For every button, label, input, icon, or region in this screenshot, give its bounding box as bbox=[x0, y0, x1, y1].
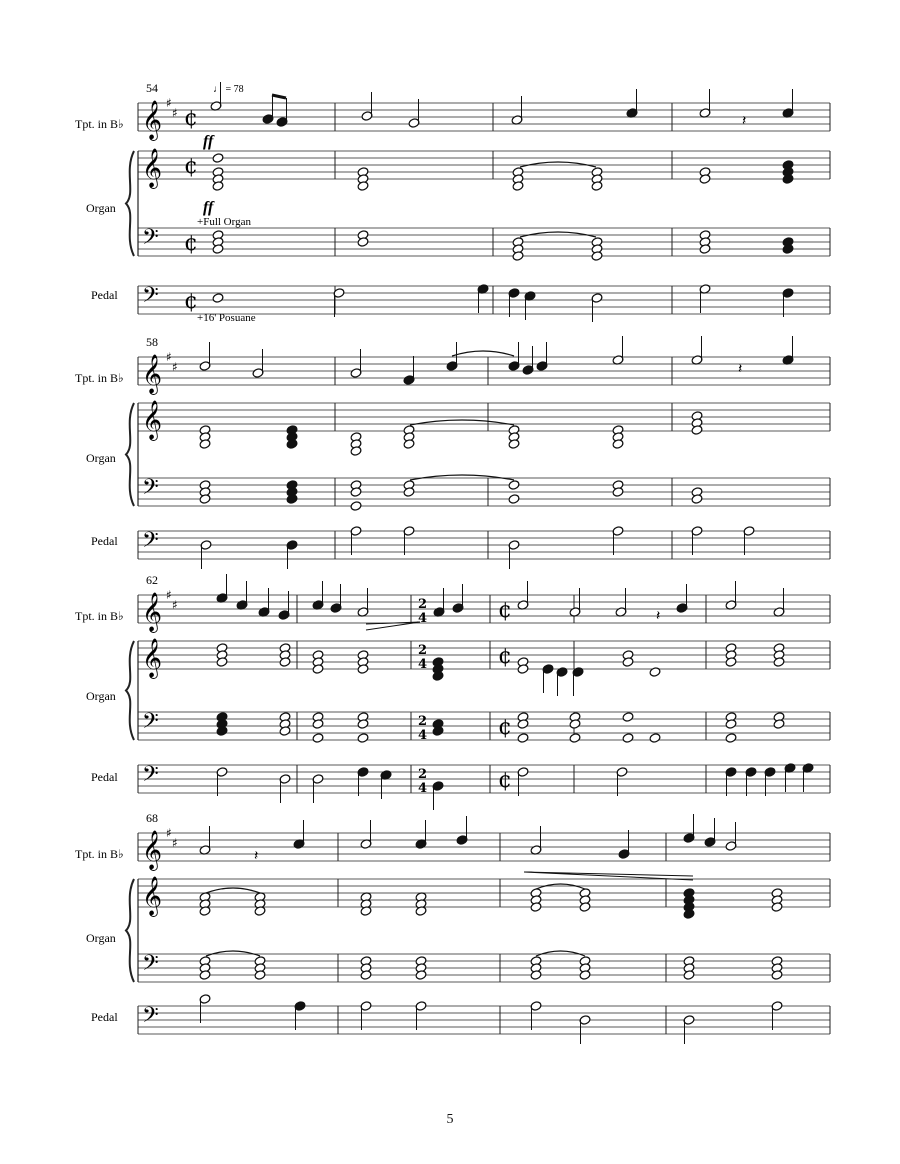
note-head bbox=[622, 712, 634, 723]
measure-number-62: 62 bbox=[146, 573, 158, 587]
time-signature-2-4: 4 bbox=[418, 611, 428, 626]
organ-brace bbox=[126, 641, 134, 740]
time-signature-cut: ¢ bbox=[184, 231, 198, 256]
time-signature-cut: ¢ bbox=[498, 598, 512, 623]
key-signature-sharp: ♯ bbox=[166, 588, 172, 602]
time-signature-2-4: 4 bbox=[418, 728, 428, 743]
tie bbox=[206, 951, 260, 956]
tempo-marking: ♩ = 78 bbox=[213, 84, 244, 95]
time-signature-2-4: 2 bbox=[418, 714, 428, 729]
measure-number-68: 68 bbox=[146, 811, 158, 825]
bass-clef: 𝄢 bbox=[142, 283, 159, 313]
instrument-label-trumpet: Tpt. in B♭ bbox=[75, 609, 124, 623]
quarter-rest: 𝄽 bbox=[738, 361, 743, 377]
tie bbox=[520, 232, 596, 237]
dynamic-trumpet: ff bbox=[203, 133, 214, 150]
note-head bbox=[212, 153, 224, 164]
time-signature-2-4: 4 bbox=[418, 781, 428, 796]
time-signature-cut: ¢ bbox=[184, 154, 198, 179]
note-head bbox=[569, 733, 581, 744]
key-signature-sharp: ♯ bbox=[172, 836, 178, 850]
key-signature-sharp: ♯ bbox=[166, 350, 172, 364]
key-signature-sharp: ♯ bbox=[172, 360, 178, 374]
key-signature-sharp: ♯ bbox=[172, 106, 178, 120]
treble-clef: 𝄞 bbox=[142, 148, 163, 188]
quarter-rest: 𝄽 bbox=[254, 848, 259, 864]
treble-clef: 𝄞 bbox=[142, 400, 163, 440]
treble-clef: 𝄞 bbox=[142, 592, 163, 632]
note-head bbox=[350, 501, 362, 512]
tie bbox=[520, 162, 596, 167]
measure-number-54: 54 bbox=[146, 81, 158, 95]
key-signature-sharp: ♯ bbox=[166, 96, 172, 110]
page-number: 5 bbox=[446, 1112, 454, 1127]
note-head bbox=[725, 733, 737, 744]
organ-brace bbox=[126, 151, 134, 256]
instrument-label-organ: Organ bbox=[86, 689, 116, 703]
treble-clef: 𝄞 bbox=[142, 638, 163, 678]
time-signature-cut: ¢ bbox=[184, 106, 198, 131]
key-signature-sharp: ♯ bbox=[172, 598, 178, 612]
note-head bbox=[312, 733, 324, 744]
instrument-label-trumpet: Tpt. in B♭ bbox=[75, 117, 124, 131]
note-head bbox=[517, 733, 529, 744]
note-head bbox=[508, 480, 520, 491]
instrument-label-organ: Organ bbox=[86, 931, 116, 945]
bass-clef: 𝄢 bbox=[142, 475, 159, 505]
text-labels bbox=[75, 81, 259, 1024]
note-head bbox=[357, 733, 369, 744]
tie bbox=[206, 888, 260, 893]
tie bbox=[536, 951, 585, 956]
note-head bbox=[649, 667, 661, 678]
bass-clef: 𝄢 bbox=[142, 762, 159, 792]
time-signature-cut: ¢ bbox=[498, 715, 512, 740]
time-signature-2-4: 2 bbox=[418, 597, 428, 612]
hairpin bbox=[366, 622, 420, 630]
treble-clef: 𝄞 bbox=[142, 100, 163, 140]
instrument-label-organ: Organ bbox=[86, 201, 116, 215]
bass-clef: 𝄢 bbox=[142, 528, 159, 558]
bass-clef: 𝄢 bbox=[142, 951, 159, 981]
beam bbox=[272, 95, 286, 98]
treble-clef: 𝄞 bbox=[142, 876, 163, 916]
time-signature-2-4: 2 bbox=[418, 767, 428, 782]
dynamic-organ: ff bbox=[203, 199, 214, 216]
bass-clef: 𝄢 bbox=[142, 1003, 159, 1033]
treble-clef: 𝄞 bbox=[142, 354, 163, 394]
quarter-rest: 𝄽 bbox=[742, 113, 747, 129]
measure-number-58: 58 bbox=[146, 335, 158, 349]
time-signature-cut: ¢ bbox=[498, 644, 512, 669]
time-signature-cut: ¢ bbox=[184, 289, 198, 314]
instrument-label-organ: Organ bbox=[86, 451, 116, 465]
quarter-rest: 𝄽 bbox=[656, 608, 661, 624]
instrument-label-pedal: Pedal bbox=[91, 770, 118, 784]
instrument-label-pedal: Pedal bbox=[91, 1010, 118, 1024]
tie bbox=[452, 351, 514, 356]
bass-clef: 𝄢 bbox=[142, 225, 159, 255]
tie bbox=[536, 884, 585, 889]
time-signature-cut: ¢ bbox=[498, 768, 512, 793]
tie bbox=[410, 475, 514, 480]
note-head bbox=[508, 494, 520, 505]
bass-clef: 𝄢 bbox=[142, 709, 159, 739]
registration-pedal: +16' Posuane bbox=[197, 312, 256, 324]
instrument-label-trumpet: Tpt. in B♭ bbox=[75, 371, 124, 385]
instrument-label-pedal: Pedal bbox=[91, 288, 118, 302]
treble-clef: 𝄞 bbox=[142, 830, 163, 870]
organ-brace bbox=[126, 403, 134, 506]
time-signature-2-4: 2 bbox=[418, 643, 428, 658]
registration-organ: +Full Organ bbox=[197, 216, 251, 228]
note-head bbox=[622, 733, 634, 744]
note-head bbox=[212, 293, 224, 304]
instrument-label-pedal: Pedal bbox=[91, 534, 118, 548]
organ-brace bbox=[126, 879, 134, 982]
instrument-label-trumpet: Tpt. in B♭ bbox=[75, 847, 124, 861]
key-signature-sharp: ♯ bbox=[166, 826, 172, 840]
staff-systems bbox=[126, 96, 830, 1034]
time-signature-2-4: 4 bbox=[418, 657, 428, 672]
note-head bbox=[649, 733, 661, 744]
